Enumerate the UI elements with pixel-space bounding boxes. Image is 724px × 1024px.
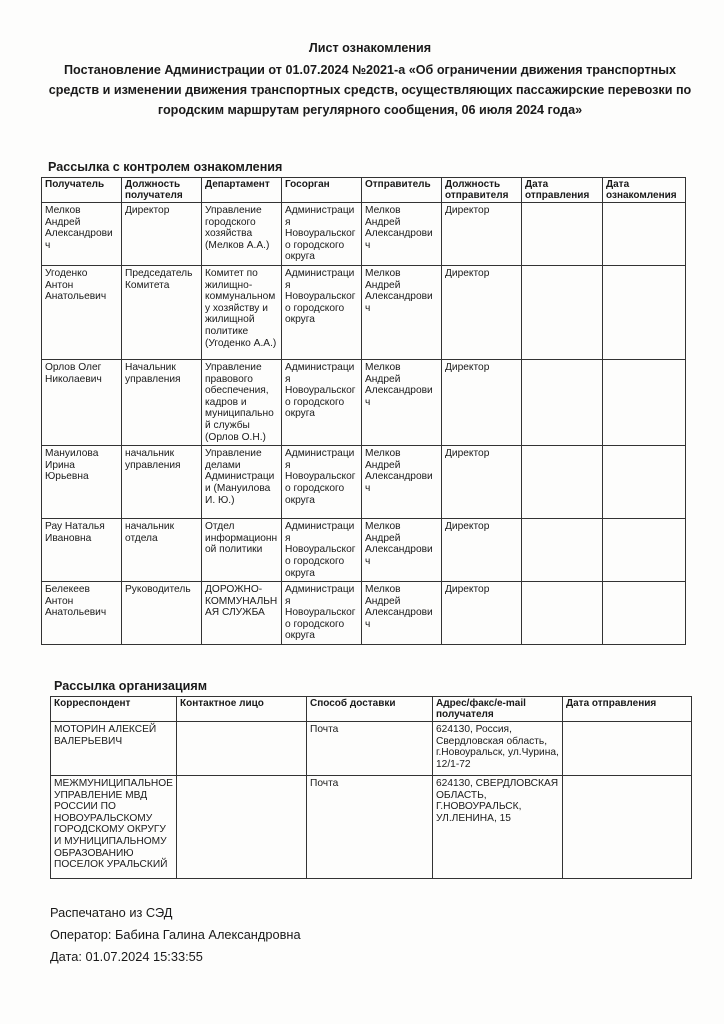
- table-row: [42, 519, 686, 582]
- table-cell: Председатель Комитета: [122, 265, 202, 359]
- table-row: [42, 265, 686, 359]
- table-cell: ДОРОЖНО-КОММУНАЛЬНАЯ СЛУЖБА: [202, 582, 282, 645]
- table-cell: Администрация Новоуральского городского округа: [282, 265, 362, 359]
- table-cell: Комитет по жилищно-коммунальному хозяйству и жилищной политике (Угоденко А.А.): [202, 265, 282, 359]
- column-header: Госорган: [282, 178, 362, 203]
- column-header: Контактное лицо: [177, 697, 307, 722]
- table-cell: [522, 265, 603, 359]
- operator-line: Оператор: Бабина Галина Александровна: [50, 927, 301, 942]
- table-cell: [603, 582, 686, 645]
- table-cell: [177, 722, 307, 776]
- table-cell: [522, 519, 603, 582]
- table-cell: Мелков Андрей Александрович: [362, 519, 442, 582]
- table-cell: Почта: [307, 776, 433, 879]
- table-cell: [522, 446, 603, 519]
- table-cell: Управление городского хозяйства (Мелков А.А.): [202, 203, 282, 266]
- table-cell: [563, 722, 692, 776]
- print-date: Дата: 01.07.2024 15:33:55: [50, 949, 203, 964]
- column-header: Получатель: [42, 178, 122, 203]
- document-title: [40, 38, 700, 120]
- table-cell: МОТОРИН АЛЕКСЕЙ ВАЛЕРЬЕВИЧ: [51, 722, 177, 776]
- table-cell: 624130, СВЕРДЛОВСКАЯ ОБЛАСТЬ, Г.НОВОУРАЛЬСК, УЛ.ЛЕНИНА, 15: [433, 776, 563, 879]
- column-header: Адрес/факс/e-mail получателя: [433, 697, 563, 722]
- table-header-row: [42, 178, 686, 203]
- table-cell: Директор: [122, 203, 202, 266]
- table-cell: Администрация Новоуральского городского округа: [282, 519, 362, 582]
- table-cell: МЕЖМУНИЦИПАЛЬНОЕ УПРАВЛЕНИЕ МВД РОССИИ ПО НОВОУРАЛЬСКОМУ ГОРОДСКОМУ ОКРУГУ И МУНИЦИПАЛЬНОМУ ОБРАЗОВАНИЮ ПОСЕЛОК УРАЛЬСКИЙ: [51, 776, 177, 879]
- table-row: [51, 776, 692, 879]
- table-cell: Мелков Андрей Александрович: [42, 203, 122, 266]
- table-cell: Мелков Андрей Александрович: [362, 359, 442, 445]
- table-cell: Начальник управления: [122, 359, 202, 445]
- column-header: Корреспондент: [51, 697, 177, 722]
- table-cell: [522, 582, 603, 645]
- table-cell: начальник отдела: [122, 519, 202, 582]
- resolution-subtitle: Постановление Администрации от 01.07.2024 №2021-а «Об ограничении движения транспортных средств и изменении движения транспортных средств, осуществляющих пассажирские перевозки по городским маршрутам регулярного сообщения, 06 июля 2024 года»: [48, 63, 692, 117]
- table-cell: Орлов Олег Николаевич: [42, 359, 122, 445]
- table-cell: Мелков Андрей Александрович: [362, 265, 442, 359]
- column-header: Дата отправления: [522, 178, 603, 203]
- table-cell: [603, 359, 686, 445]
- table-cell: Руководитель: [122, 582, 202, 645]
- table-cell: [563, 776, 692, 879]
- table-cell: Почта: [307, 722, 433, 776]
- table-cell: Администрация Новоуральского городского округа: [282, 359, 362, 445]
- table-cell: Белекеев Антон Анатольевич: [42, 582, 122, 645]
- table-row: [42, 359, 686, 445]
- table-cell: Мелков Андрей Александрович: [362, 582, 442, 645]
- column-header: Отправитель: [362, 178, 442, 203]
- table-cell: Отдел информационной политики: [202, 519, 282, 582]
- printed-from: Распечатано из СЭД: [50, 905, 173, 920]
- table-row: [51, 722, 692, 776]
- table-cell: Администрация Новоуральского городского округа: [282, 582, 362, 645]
- table-cell: Директор: [442, 203, 522, 266]
- column-header: Должность отправителя: [442, 178, 522, 203]
- table-cell: [522, 203, 603, 266]
- table-cell: Управление правового обеспечения, кадров и муниципальной службы (Орлов О.Н.): [202, 359, 282, 445]
- table-cell: Угоденко Антон Анатольевич: [42, 265, 122, 359]
- familiarization-table: [41, 177, 686, 645]
- table-cell: 624130, Россия, Свердловская область, г.Новоуральск, ул.Чурина, 12/1-72: [433, 722, 563, 776]
- familiarization-heading: Рассылка с контролем ознакомления: [48, 160, 283, 174]
- organizations-table: [50, 696, 692, 879]
- table-cell: [603, 446, 686, 519]
- column-header: Департамент: [202, 178, 282, 203]
- table-cell: Управление делами Администрации (Мануилова И. Ю.): [202, 446, 282, 519]
- table-cell: Мануилова Ирина Юрьевна: [42, 446, 122, 519]
- print-footer: [50, 902, 301, 968]
- table-cell: Мелков Андрей Александрович: [362, 446, 442, 519]
- column-header: Дата ознакомления: [603, 178, 686, 203]
- table-row: [42, 203, 686, 266]
- table-row: [42, 582, 686, 645]
- table-cell: Директор: [442, 265, 522, 359]
- table-cell: Директор: [442, 519, 522, 582]
- table-cell: Администрация Новоуральского городского округа: [282, 203, 362, 266]
- column-header: Дата отправления: [563, 697, 692, 722]
- title-line: Лист ознакомления: [308, 41, 432, 55]
- table-cell: [603, 203, 686, 266]
- organizations-heading: Рассылка организациям: [54, 679, 208, 693]
- column-header: Способ доставки: [307, 697, 433, 722]
- table-cell: начальник управления: [122, 446, 202, 519]
- table-cell: [177, 776, 307, 879]
- table-cell: Директор: [442, 446, 522, 519]
- table-cell: [522, 359, 603, 445]
- table-cell: Директор: [442, 582, 522, 645]
- table-cell: [603, 265, 686, 359]
- table-row: [42, 446, 686, 519]
- table-cell: Рау Наталья Ивановна: [42, 519, 122, 582]
- table-header-row: [51, 697, 692, 722]
- table-cell: Мелков Андрей Александрович: [362, 203, 442, 266]
- table-cell: Директор: [442, 359, 522, 445]
- table-cell: [603, 519, 686, 582]
- column-header: Должность получателя: [122, 178, 202, 203]
- table-cell: Администрация Новоуральского городского округа: [282, 446, 362, 519]
